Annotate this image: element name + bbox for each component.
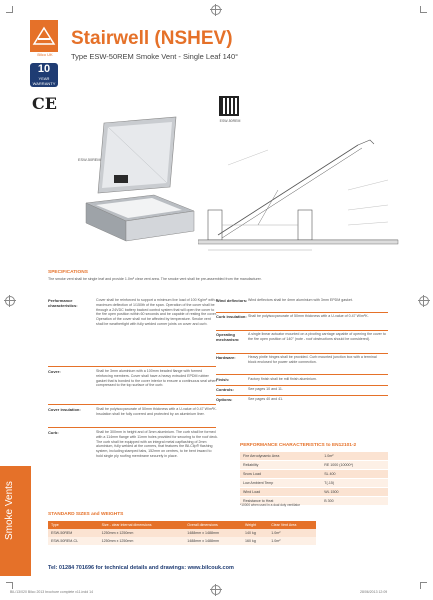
divider <box>48 404 216 405</box>
table-row <box>240 470 388 479</box>
performance-footnote: *10000 when used in a dual duty ventilator <box>240 503 301 507</box>
table-cell: 1.0m² <box>321 452 388 461</box>
table-cell: Reliability <box>240 461 321 470</box>
spec-value: Wind deflectors shall be 4mm aluminium with 3mm EPDM gasket. <box>248 298 353 302</box>
spec-value: A single linear actuator mounted on a pivoting carriage capable of opening the cover to the fire open position of 140° (note - roof obstructions should be considered). <box>248 332 386 341</box>
crop-mark <box>420 6 427 13</box>
page-subtitle: Type ESW-50REM Smoke Vent - Single Leaf 140° <box>71 52 239 61</box>
divider <box>216 395 388 396</box>
company-logo <box>30 20 58 52</box>
table-header-row <box>48 521 316 529</box>
qr-label: ESW-50REM <box>219 119 241 123</box>
crop-mark <box>420 582 427 589</box>
standard-sizes-heading: STANDARD SIZES and WEIGHTS <box>48 512 124 517</box>
divider <box>216 374 388 375</box>
spec-value: Shall be polyisocyanurate of 50mm thickness with a U-value of 0.47 W/m²K. <box>248 314 369 318</box>
table-cell: 1250mm x 1250mm <box>99 529 185 537</box>
table-row <box>240 479 388 488</box>
table-cell: Wind Load <box>240 488 321 497</box>
table-cell: RE 1000 (10000*) <box>321 461 388 470</box>
spec-key: Options: <box>216 397 233 402</box>
column-header: Weight <box>242 521 268 529</box>
column-header: Overall dimensions <box>184 521 242 529</box>
table-row <box>240 452 388 461</box>
spec-key: Wind deflectors: <box>216 298 248 303</box>
table-row <box>240 488 388 497</box>
spec-value: Heavy pintle hinges shall be provided. Curb mounted junction box with a terminal block enclosed for power cable connection. <box>248 355 377 364</box>
section-side-label: Smoke Vents <box>4 481 15 540</box>
standard-sizes-table <box>48 521 316 545</box>
divider <box>48 427 216 428</box>
table-cell: ESW-50REM-CL <box>48 537 99 545</box>
table-cell: 1.0m² <box>268 537 316 545</box>
table-cell: 160 kg <box>242 537 268 545</box>
spec-value: Factory finish shall be mill finish aluminium. <box>248 377 317 381</box>
registration-mark <box>419 296 429 306</box>
table-cell: B 300 <box>321 497 388 506</box>
spec-key: Finish: <box>216 377 230 382</box>
spec-key: Curb: <box>48 430 59 435</box>
page-title: Stairwell (NSHEV) <box>71 28 233 49</box>
table-cell: WL 1500 <box>321 488 388 497</box>
table-cell: 1250mm x 1250mm <box>99 537 185 545</box>
specifications-intro: The smoke vent shall be single leaf and provide 1.0m² clear vent area. The smoke vent shall be pre-assembled from the manufacturer. <box>48 277 262 281</box>
table-row <box>240 461 388 470</box>
logo-text: Bilco UK <box>37 52 53 57</box>
registration-mark <box>5 296 15 306</box>
divider <box>216 330 388 331</box>
spec-key: Hardware: <box>216 355 236 360</box>
table-cell: 1.0m² <box>268 529 316 537</box>
specifications-heading: SPECIFICATIONS <box>48 270 88 275</box>
table-cell: T(-15) <box>321 479 388 488</box>
divider <box>216 312 388 313</box>
table-cell: 1488mm x 1488mm <box>184 529 242 537</box>
column-header: Type <box>48 521 99 529</box>
crop-mark <box>6 582 13 589</box>
spec-value: See pages 10 and 11. <box>248 387 283 391</box>
table-cell: Low Ambient Temp <box>240 479 321 488</box>
table-cell: SL 400 <box>321 470 388 479</box>
performance-heading: PERFORMANCE CHARACTERISTICS to EN12101-2 <box>240 443 357 448</box>
technical-drawing <box>198 130 408 255</box>
table-cell: Resistance to Heat <box>240 497 321 506</box>
table-row <box>48 529 316 537</box>
spec-key: Operating mechanism: <box>216 332 240 342</box>
spec-key: Performance characteristics: <box>48 298 78 308</box>
footer-contact: Tel: 01284 701696 for technical details and drawings: www.bilcouk.com <box>48 565 234 571</box>
table-cell: Snow Load <box>240 470 321 479</box>
crop-mark <box>6 6 13 13</box>
spec-value: Shall be 3mm aluminium with a 100mm beaded flange with formed reinforcing members. Cover shall have a heavy extruded EPDM rubber gasket that is bonded to the cover interior to ensure a continuous seal when compressed to the top surface of the curb. <box>96 369 217 388</box>
divider <box>216 385 388 386</box>
print-date: 28/06/2013 12:09 <box>360 590 388 594</box>
ce-mark: CE <box>32 94 57 113</box>
spec-key: Curb insulation: <box>216 314 247 319</box>
table-cell: ESW-50REM <box>48 529 99 537</box>
spec-value: See pages 40 and 41. <box>248 397 284 401</box>
spec-value: Shall be polyisocyanurate of 50mm thickness with a U-value of 0.47 W/m²K. Insulation shall be fully covered and protected by an aluminium liner. <box>96 407 217 416</box>
spec-key: Cover insulation: <box>48 407 81 412</box>
qr-code-icon <box>219 96 239 116</box>
spec-key: Cover: <box>48 369 61 374</box>
table-cell: 140 kg <box>242 529 268 537</box>
divider <box>216 353 388 354</box>
column-header: Clear Vent Area <box>268 521 316 529</box>
photo-label: ESW-50REM <box>78 158 101 162</box>
warranty-number: 10 <box>37 63 51 75</box>
spec-key: Controls: <box>216 387 234 392</box>
table-row <box>48 537 316 545</box>
registration-mark <box>211 5 221 15</box>
spec-value: Cover shall be reinforced to support a minimum live load of 100 Kg/m² with a maximum deflection of 1/150th of the span. Operation of the cover shall be through a 24VDC battery backed control system that will open the cover to the fire open position within 60 seconds and be capable of resting the cover. Operation of the cover shall not be affected by temperature. Smoke vent shall be weathertight with fully welded corner joints on cover and curb. <box>96 298 218 326</box>
table-cell: 1488mm x 1488mm <box>184 537 242 545</box>
divider <box>48 366 216 367</box>
column-header: Size - clear internal dimensions <box>99 521 185 529</box>
registration-mark <box>211 585 221 595</box>
print-info: BIL/13/020 Bilco 2013 brochure complete v11.indd 14 <box>10 590 94 594</box>
spec-value: Shall be 300mm in height and of 3mm aluminium. The curb shall be formed with a 114mm flange with 11mm holes provided for securing to the roof deck. The curb shall be equipped with an integral metal capflashing of 2mm aluminium, fully welded at the corners, that features the Bil-Clip® flashing system, including stamped tabs, 152mm on centres, to be bent inward to hold single ply roofing membrane securely in place. <box>96 430 218 458</box>
warranty-text: YEAR WARRANTY <box>32 76 56 86</box>
table-cell: Fire Aerodynamic Area <box>240 452 321 461</box>
product-photo <box>84 115 196 245</box>
warranty-badge <box>30 63 58 87</box>
performance-table <box>240 452 388 506</box>
